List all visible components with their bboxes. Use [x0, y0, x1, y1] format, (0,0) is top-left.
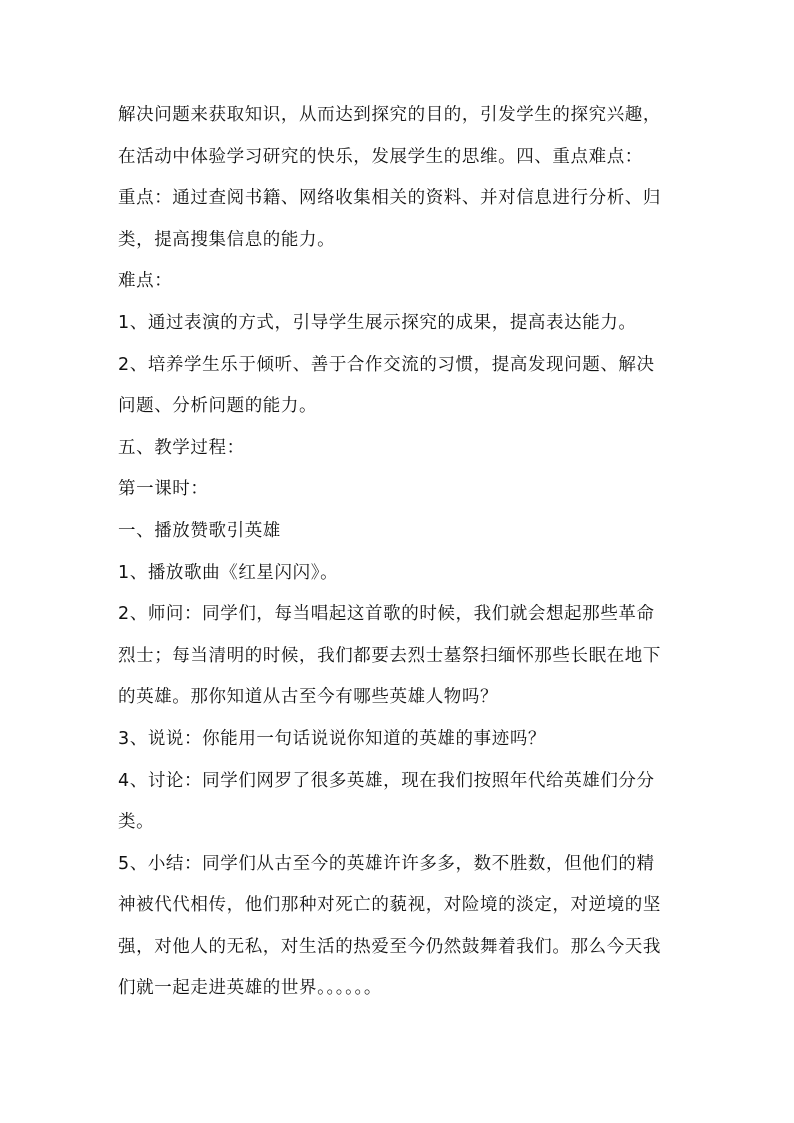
- text-line: 1、通过表演的方式，引导学生展示探究的成果，提高表达能力。: [118, 312, 637, 333]
- subsection-heading: 一、播放赞歌引英雄: [118, 520, 281, 541]
- text-line: 问题、分析问题的能力。: [118, 396, 318, 417]
- text-line: 4、讨论：同学们网罗了很多英雄，现在我们按照年代给英雄们分分: [118, 770, 655, 791]
- text-line: 2、师问：同学们，每当唱起这首歌的时候，我们就会想起那些革命: [118, 604, 655, 625]
- text-line: 3、说说：你能用一句话说说你知道的英雄的事迹吗？: [118, 728, 547, 749]
- text-line: 的英雄。那你知道从古至今有哪些英雄人物吗？: [118, 687, 499, 708]
- text-line: 类，提高搜集信息的能力。: [118, 229, 336, 250]
- text-line: 神被代代相传，他们那种对死亡的藐视，对险境的淡定，对逆境的坚: [118, 895, 661, 916]
- text-line: 在活动中体验学习研究的快乐，发展学生的思维。四、重点难点：: [118, 146, 643, 167]
- text-line: 类。: [118, 812, 155, 833]
- text-line: 2、培养学生乐于倾听、善于合作交流的习惯，提高发现问题、解决: [118, 354, 655, 375]
- text-line: 解决问题来获取知识，从而达到探究的目的，引发学生的探究兴趣，: [118, 105, 661, 125]
- text-line: 烈士；每当清明的时候，我们都要去烈士墓祭扫缅怀那些长眠在地下: [118, 645, 661, 666]
- text-line: 强，对他人的无私，对生活的热爱至今仍然鼓舞着我们。那么今天我: [118, 936, 661, 957]
- section-label-difficulties: 难点：: [118, 271, 173, 292]
- text-line: 5、小结：同学们从古至今的英雄许许多多，数不胜数，但他们的精: [118, 853, 655, 874]
- section-heading-teaching-process: 五、教学过程：: [118, 437, 245, 458]
- text-line: 重点：通过查阅书籍、网络收集相关的资料、并对信息进行分析、归: [118, 188, 661, 209]
- text-line: 们就一起走进英雄的世界。。。。。。: [118, 978, 382, 999]
- lesson-heading: 第一课时：: [118, 479, 209, 500]
- text-line: 1、播放歌曲《红星闪闪》。: [118, 562, 339, 583]
- document-body: [118, 95, 688, 1010]
